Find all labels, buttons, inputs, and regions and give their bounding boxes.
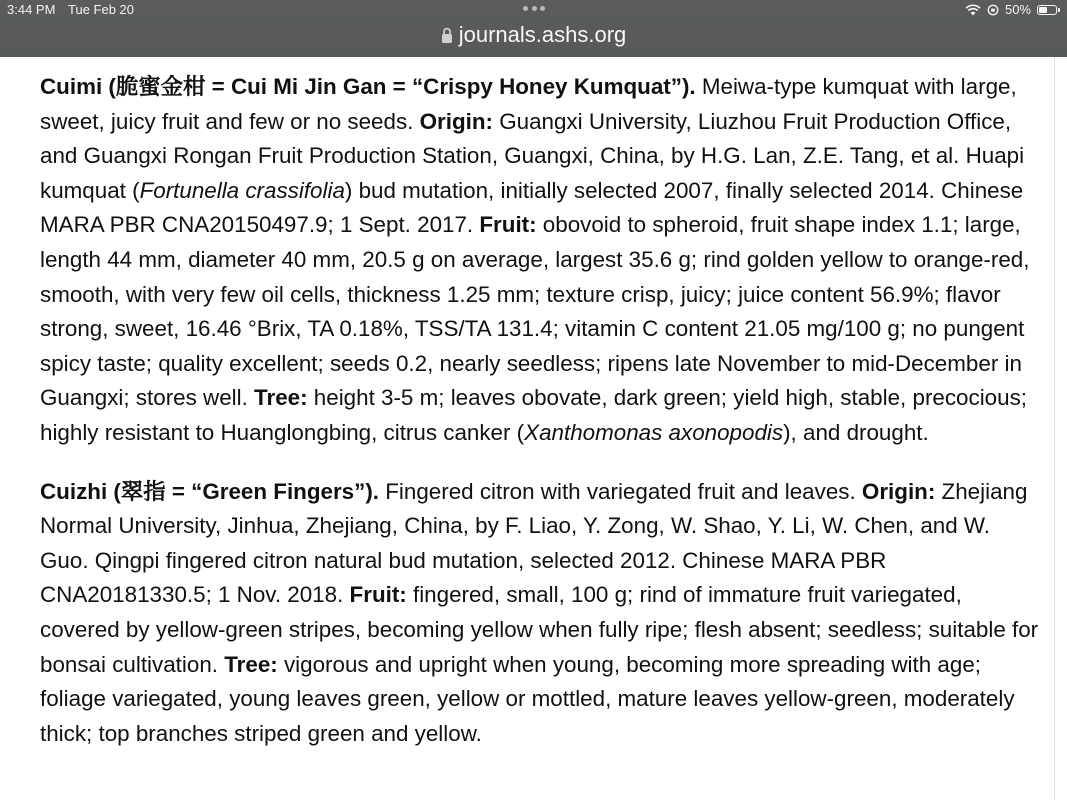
fruit-text: fingered, small, 100 g; rind of immature fruit variegated, covered by yellow-green stripes, becoming yellow when fully ripe; flesh absent; seedless; suitable for bonsai cultivation. — [40, 582, 1039, 677]
status-indicators — [965, 2, 1057, 17]
tree-text: vigorous and upright when young, becoming more spreading with age; foliage variegated, young leaves green, yellow or mottled, mature leaves yellow-green, moderately thick; top branches striped green and yellow. — [40, 651, 1015, 746]
entry-intro: Fingered citron with variegated fruit and leaves. — [379, 478, 862, 504]
tree-text-continued: ), and drought. — [783, 419, 929, 445]
url-text[interactable]: journals.ashs.org — [458, 22, 627, 47]
page-edge-divider — [1054, 57, 1055, 800]
species-name: Fortunella crassifolia — [139, 177, 345, 203]
fruit-label: Fruit: — [479, 212, 537, 238]
cultivar-entry-cuizhi — [40, 475, 1040, 752]
browser-top-bar — [0, 0, 1067, 57]
battery-level — [1039, 7, 1047, 13]
status-time: 3:44 PM — [7, 2, 56, 17]
origin-text: Zhejiang Normal University, Jinhua, Zhejiang, China, by F. Liao, Y. Zong, W. Shao, Y. Li, W. Chen, and W. Guo. Qingpi fingered citron natural bud mutation, selected 2012. Chinese MARA PBR CNA20181330.5; 1 Nov. 2018. — [40, 478, 1028, 608]
lock-icon — [441, 27, 453, 44]
entry-intro: Meiwa-type kumquat with large, sweet, juicy fruit and few or no seeds. — [40, 74, 1017, 134]
tree-label: Tree: — [254, 385, 308, 411]
tree-text: height 3-5 m; leaves obovate, dark green; yield high, stable, precocious; highly resistant to Huanglongbing, citrus canker ( — [40, 385, 1027, 445]
origin-text: Guangxi University, Liuzhou Fruit Production Office, and Guangxi Rongan Fruit Production Station, Guangxi, China, by H.G. Lan, Z.E. Tang, et al. Huapi kumquat ( — [40, 108, 1025, 203]
pathogen-name: Xanthomonas axonopodis — [524, 419, 784, 445]
origin-label: Origin: — [861, 478, 936, 504]
battery-icon — [1037, 5, 1057, 15]
status-date: Tue Feb 20 — [68, 2, 135, 17]
cultivar-entry-cuimi — [40, 70, 1040, 451]
entry-title: Cuizhi (翠指 = “Green Fingers”). — [40, 478, 380, 504]
article-body — [40, 70, 1040, 775]
origin-text-continued: ) bud mutation, initially selected 2007, finally selected 2014. Chinese MARA PBR CNA20150497.9; 1 Sept. 2017. — [40, 177, 1024, 238]
fruit-label: Fruit: — [349, 582, 407, 608]
orientation-lock-icon — [987, 4, 999, 16]
battery-percent: 50% — [1004, 2, 1031, 17]
tree-label: Tree: — [224, 651, 278, 677]
address-bar[interactable] — [0, 22, 1067, 48]
multitasking-dots-icon[interactable] — [523, 4, 545, 12]
fruit-text: obovoid to spheroid, fruit shape index 1.1; large, length 44 mm, diameter 40 mm, 20.5 g on average, largest 35.6 g; rind golden yellow to orange-red, smooth, with very few oil cells, thickness 1.25 mm; texture crisp, juicy; juice content 56.9%; flavor strong, sweet, 16.46 °Brix, TA 0.18%, TSS/TA 131.4; vitamin C content 21.05 mg/100 g; no pungent spicy taste; quality excellent; seeds 0.2, nearly seedless; ripens late November to mid-December in Guangxi; stores well. — [40, 212, 1030, 411]
origin-label: Origin: — [419, 108, 493, 134]
wifi-icon — [965, 4, 981, 16]
entry-title: Cuimi (脆蜜金柑 = Cui Mi Jin Gan = “Crispy Honey Kumquat”). — [40, 74, 696, 99]
